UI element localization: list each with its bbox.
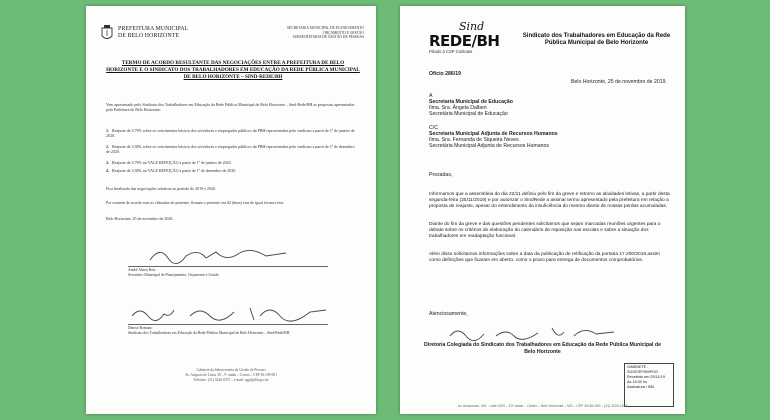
signer-2-role: Sindicato dos Trabalhadores em Educação da Rede Pública Municipal de Belo Horizonte – Sind-Rede/BH (128, 331, 290, 335)
logo-script: Sind (459, 20, 485, 33)
item-number: 1. (106, 128, 109, 133)
signer-2-name: Denise Romano (128, 326, 153, 330)
letter-date: Belo Horizonte, 25 de novembro de 2019. (570, 79, 667, 85)
oficio-document (400, 6, 685, 414)
item-text: Reajuste de 3,38% sobre os vencimentos básicos dos servidores e empregados públicos da PBH representados pelo sindicato a partir de 1º de dezembro de 2020. (106, 144, 355, 155)
prefeitura-name: PREFEITURA MUNICIPAL DE BELO HORIZONTE (118, 26, 189, 39)
signer-1-name: André Abreu Reis (128, 268, 156, 272)
union-name: Sindicato dos Trabalhadores em Educação da Rede Pública Municipal de Belo Horizonte (522, 33, 671, 47)
recipient-line: Secretária Municipal de Educação (429, 111, 508, 117)
body-paragraph: Informamos que a assembleia do dia 22/11 definiu pelo fim da greve e retorno as atividades letivas, a partir desta segunda-feira (25/11/2019) e por autorizar o SindRede a assinar termo apresentado pela prefeitura em relação a proposta de reajuste, apesar do entendimento da insuficiência do mesmo diante de nossas perdas acumuladas. (429, 192, 670, 210)
cc-line: Secretaria Municipal Adjunta de Recursos Humanos (429, 131, 558, 137)
item-text: Reajuste de 3,79% sobre os vencimentos básicos dos servidores e empregados públicos da PBH representados pelo sindicato a partir de 1º de janeiro de 2020. (106, 128, 355, 139)
agreement-paragraph: Por estarem de acordo com as cláusulas do presente, firmam o presente em 02 (duas) vias de igual forma e teor. (106, 200, 285, 205)
city-crest-icon (100, 24, 114, 42)
signature-2 (130, 302, 330, 324)
received-stamp: GABINETE - SUGESP/SMPOG Recebido em 25/11/19 Às 16:30 hs Assinatura / BM (624, 363, 674, 407)
list-item (106, 168, 358, 173)
logo-subtitle: Filiado à CSP Conlutas (429, 49, 473, 54)
signature-3 (448, 324, 618, 342)
signer-1-role: Secretário Municipal de Planejamento, Orçamento e Gestão (128, 273, 219, 277)
list-item (106, 128, 358, 139)
cc-line: Secretária Municipal Adjunta de Recursos Humanos (429, 143, 549, 149)
intro-paragraph: Vem apresentado pelo Sindicato dos Trabalhadores em Educação da Rede Pública Municipal de Belo Horizonte – Sind-Rede/BH as propostas apresentadas pela Prefeitura de Belo Horizonte: (106, 102, 355, 113)
body-paragraph: Além disso solicitamos informações sobre a data da publicação de retificação da portaria 17.200/2019,assim como definições que ficaram em aberto, como o prazo para entrega de documentos comprobatórios. (429, 252, 660, 264)
item-number: 3. (106, 160, 109, 165)
body-paragraph: Diante do fim da greve e das questões pendentes solicitamos que sejam marcadas reuniões urgentes para o debate sobre os critérios de elaboração do calendário de reposição nas escolas e sobre a situação dos trabalhadores em readaptação funcional. (429, 222, 661, 240)
cc-label: C/C (429, 125, 438, 131)
recipient-line: Secretaria Municipal de Educação (429, 99, 513, 105)
signature-line (128, 266, 328, 267)
logo-wordmark: REDE/BH (429, 32, 500, 50)
document-footer: Gabinete da Subsecretaria de Gestão de Pessoas Av. Augusto de Lima, 30 – 9º andar – Centro – CEP 30.190-001 Telefone: (31) 3246-0375 – e-mail: sgp@pbh.gov.br (184, 368, 277, 382)
greeting: Prezadas, (429, 172, 453, 178)
item-number: 2. (106, 144, 109, 149)
cc-line: Ilma. Sra. Fernanda de Siqueira Neves (429, 137, 519, 143)
recipient-line: Ilma. Sra. Ângela Dalben (429, 105, 487, 111)
letter-footer: Av. Amazonas, 491 – sala 1009 – 10º andar – Centro – Belo Horizonte – MG – CEP 30180-000 – (31) 3226-1515 (457, 404, 628, 408)
oficio-number: Ofício 286/19 (429, 71, 462, 77)
signature-line (128, 324, 328, 325)
document-title: TERMO DE ACORDO RESULTANTE DAS NEGOCIAÇÕES ENTRE A PREFEITURA DE BELO HORIZONTE E O SINDICATO DOS TRABALHADORES EM EDUCAÇÃO DA REDE PÚBLICA MUNICIPAL DE BELO HORIZONTE – SIND-REDE/BH (106, 60, 360, 81)
sindrede-logo (429, 20, 500, 54)
signature-block: Diretoria Colegiada do Sindicato dos Trabalhadores em Educação da Rede Pública Municipal de Belo Horizonte (424, 342, 661, 355)
signature-1 (146, 244, 296, 266)
list-item (106, 160, 358, 165)
item-text: Reajuste de 3,79% no VALE REFEIÇÃO a partir de 1º de janeiro de 2020. (112, 160, 232, 165)
to-label: A (429, 93, 433, 99)
closing-paragraph: Fica finalizado das negociações relativas ao período de 2019 e 2020. (106, 186, 216, 191)
list-item (106, 144, 358, 155)
item-number: 4. (106, 168, 109, 173)
closing: Atenciosamente, (429, 311, 468, 317)
acordo-document (86, 6, 376, 414)
item-text: Reajuste de 3,38% no VALE REFEIÇÃO a partir de 1º de dezembro de 2020. (112, 168, 237, 173)
document-header (100, 24, 366, 48)
document-date: Belo Horizonte, 25 de novembro de 2020. (106, 216, 174, 221)
secretaria-name: SECRETARIA MUNICIPAL DE PLANEJAMENTO ORÇAMENTO E GESTÃO SUBSECRETARIA DE GESTÃO DE PESSOAS (287, 26, 364, 40)
